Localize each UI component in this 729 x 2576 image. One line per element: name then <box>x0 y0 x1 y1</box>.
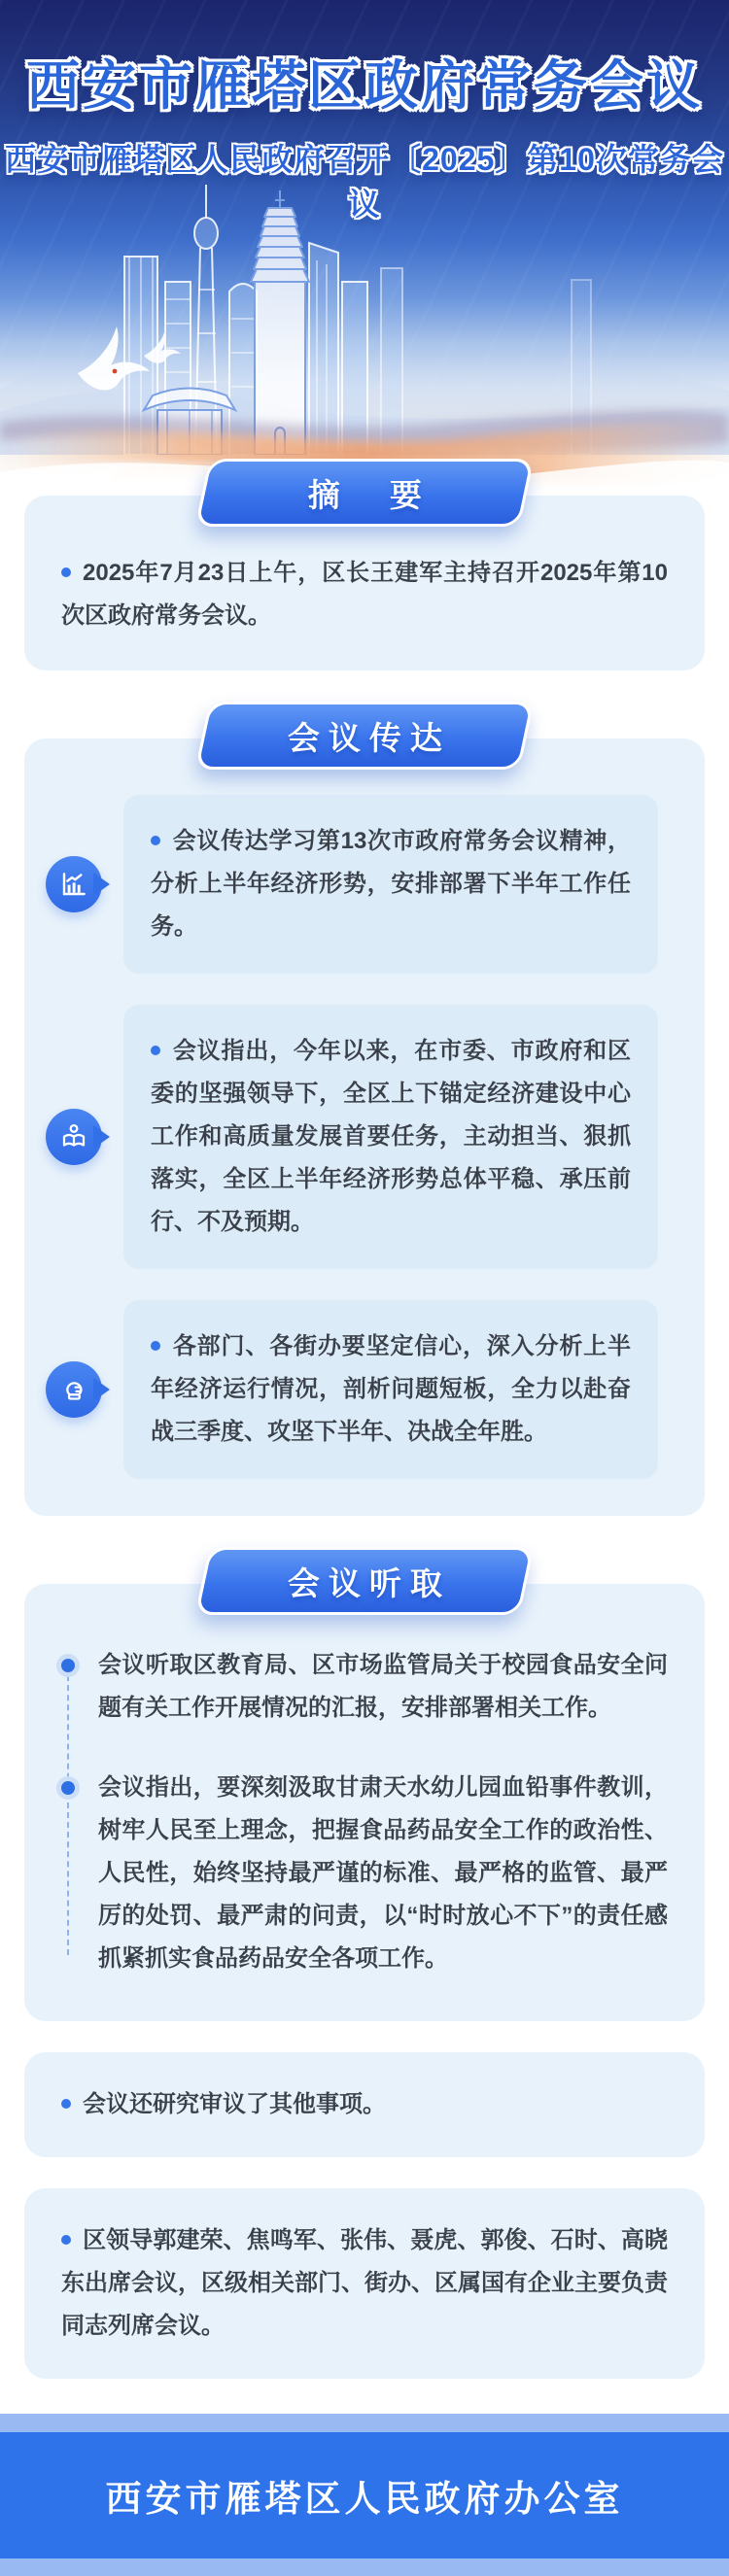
tingqu-item-text: 会议听取区教育局、区市场监管局关于校园食品安全问题有关工作开展情况的汇报，安排部署相关工作。 <box>98 1652 668 1721</box>
timeline-dot-icon <box>61 1659 75 1672</box>
section-tingqu <box>24 1547 705 2021</box>
section-chuanda-header <box>195 702 535 770</box>
attendees-item: 区领导郭建荣、焦鸣军、张伟、聂虎、郭俊、石时、高晓东出席会议，区级相关部门、街办、区属国有企业主要负责同志列席会议。 <box>61 2227 668 2339</box>
section-other-matters <box>24 2052 705 2157</box>
other-matters-item: 会议还研究审议了其他事项。 <box>61 2083 668 2126</box>
boxing-glove-icon <box>46 1361 102 1418</box>
timeline-dot-icon <box>61 1781 75 1795</box>
chuanda-card-text: 会议传达学习第13次市政府常务会议精神，分析上半年经济形势，安排部署下半年工作任务。 <box>151 828 631 940</box>
section-tingqu-box <box>24 1584 705 2021</box>
attendees-box <box>24 2188 705 2379</box>
chuanda-card-text: 会议指出，今年以来，在市委、市政府和区委的坚强领导下，全区上下锚定经济建设中心工作和高质量发展首要任务，主动担当、狠抓落实，全区上半年经济形势总体平稳、承压前行、不及预期。 <box>151 1038 631 1235</box>
section-chuanda-box <box>24 738 705 1516</box>
bullet-dot-icon <box>151 836 160 845</box>
section-summary-title: 摘 要 <box>307 476 431 513</box>
chuanda-card-text: 各部门、各街办要坚定信心，深入分析上半年经济运行情况，剖析问题短板，全力以赴奋战三季度、攻坚下半年、决战全年胜。 <box>151 1333 631 1445</box>
footer-band <box>0 2432 729 2559</box>
section-chuanda <box>24 702 705 1516</box>
chuanda-card <box>123 795 658 974</box>
summary-text: 2025年7月23日上午，区长王建军主持召开2025年第10次区政府常务会议。 <box>61 560 668 629</box>
footer-office-name: 西安市雁塔区人民政府办公室 <box>105 2479 624 2519</box>
reading-person-icon <box>46 1109 102 1165</box>
page-title: 西安市雁塔区政府常务会议 <box>25 55 703 116</box>
bullet-dot-icon <box>151 1341 160 1351</box>
footer-stripe-top <box>0 2414 729 2432</box>
page-subtitle: 西安市雁塔区人民政府召开〔2025〕第10次常务会议 <box>5 142 724 222</box>
section-summary-header <box>195 459 535 527</box>
footer <box>0 2414 729 2576</box>
bullet-dot-icon <box>61 2099 71 2109</box>
bullet-dot-icon <box>61 2235 71 2245</box>
tingqu-item <box>61 1644 668 1730</box>
chuanda-card <box>123 1300 658 1479</box>
section-tingqu-header <box>195 1547 535 1615</box>
tingqu-timeline <box>61 1640 668 1980</box>
section-attendees <box>24 2188 705 2379</box>
chuanda-card <box>123 1005 658 1269</box>
content <box>0 459 729 2379</box>
section-chuanda-title: 会议传达 <box>287 719 451 756</box>
tingqu-item-text: 会议指出，要深刻汲取甘肃天水幼儿园血铅事件教训，树牢人民至上理念，把握食品药品安全工作的政治性、人民性，始终坚持最严谨的标准、最严格的监管、最严厉的处罚、最严肃的问责，以“时时放心不下”的责任感抓紧抓实食品药品安全各项工作。 <box>98 1774 668 1972</box>
bar-chart-icon <box>46 856 102 912</box>
summary-item <box>61 552 668 637</box>
footer-stripe-bottom <box>0 2559 729 2576</box>
tingqu-item <box>61 1767 668 1980</box>
section-tingqu-title: 会议听取 <box>287 1564 451 1601</box>
bullet-dot-icon <box>61 567 71 577</box>
section-summary <box>24 459 705 670</box>
bullet-dot-icon <box>151 1046 160 1055</box>
other-matters-box <box>24 2052 705 2157</box>
